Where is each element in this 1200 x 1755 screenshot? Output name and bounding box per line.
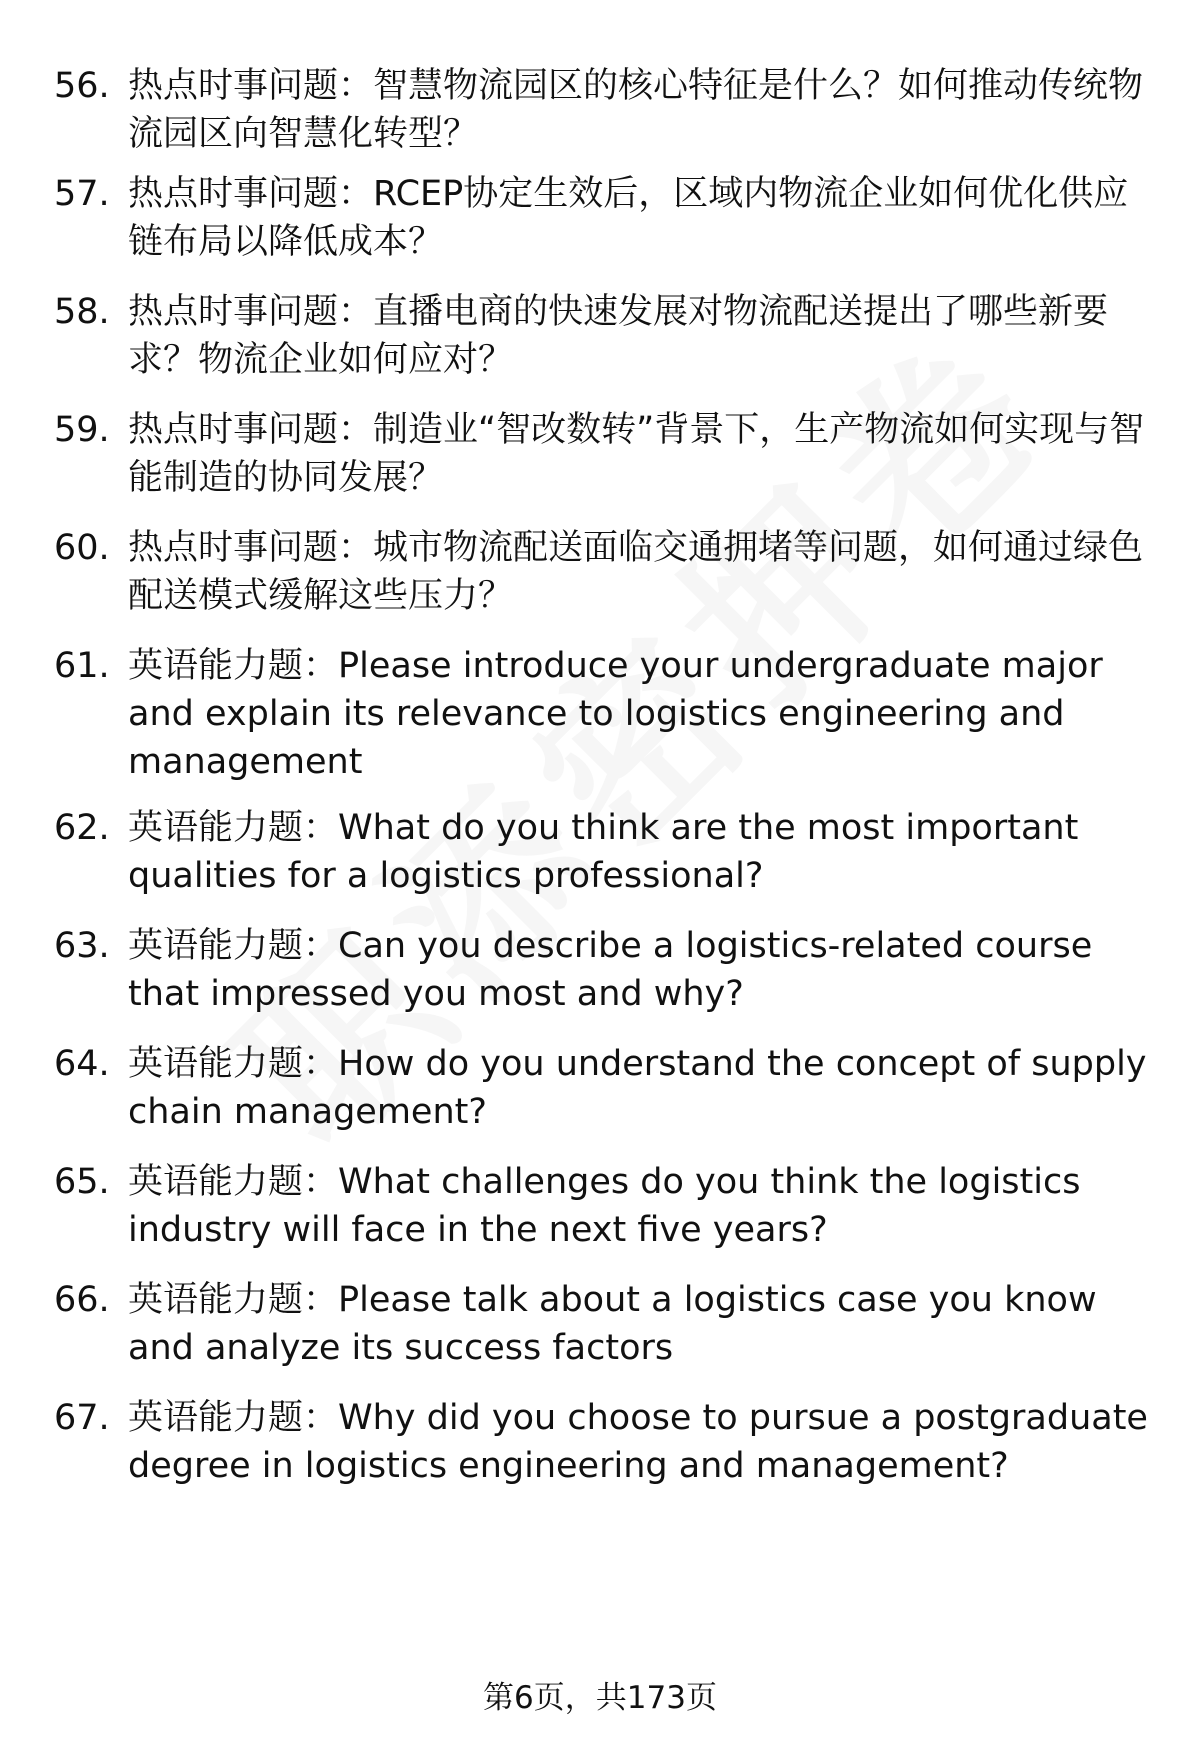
question-category: 热点时事问题：	[128, 174, 374, 214]
question-text-block	[128, 288, 1158, 384]
question-text: RCEP协定生效后，区域内物流企业如何优化供应链布局以降低成本？	[128, 174, 1129, 262]
question-text-block	[128, 922, 1158, 1018]
question-category: 英语能力题：	[128, 646, 339, 686]
question-category: 热点时事问题：	[128, 66, 374, 106]
question-number: 59.	[54, 410, 110, 450]
question-text: What challenges do you think the logistics industry will face in the next five years?	[128, 1162, 1081, 1250]
question-text-block	[128, 642, 1158, 786]
question-text: Please talk about a logistics case you know and analyze its success factors	[128, 1280, 1097, 1368]
question-text: Please introduce your undergraduate major and explain its relevance to logistics engineering and management	[128, 646, 1103, 782]
question-category: 热点时事问题：	[128, 528, 374, 568]
question-text: How do you understand the concept of supply chain management?	[128, 1044, 1147, 1132]
question-text: 智慧物流园区的核心特征是什么？如何推动传统物流园区向智慧化转型？	[128, 66, 1144, 154]
question-text: Why did you choose to pursue a postgraduate degree in logistics engineering and management?	[128, 1398, 1148, 1486]
question-number: 61.	[54, 646, 110, 686]
question-number: 64.	[54, 1044, 110, 1084]
question-number: 60.	[54, 528, 110, 568]
question-number: 58.	[54, 292, 110, 332]
question-number: 57.	[54, 174, 110, 214]
question-category: 英语能力题：	[128, 1044, 339, 1084]
page-number-footer: 第6页，共173页	[483, 1680, 717, 1716]
question-text-block	[128, 1158, 1158, 1254]
question-number: 66.	[54, 1280, 110, 1320]
question-text-block	[128, 1394, 1158, 1490]
question-text: 直播电商的快速发展对物流配送提出了哪些新要求？物流企业如何应对？	[128, 292, 1109, 380]
question-category: 英语能力题：	[128, 1162, 339, 1202]
question-category: 热点时事问题：	[128, 410, 374, 450]
question-category: 英语能力题：	[128, 808, 339, 848]
question-text: What do you think are the most important qualities for a logistics professional?	[128, 808, 1079, 896]
question-number: 56.	[54, 66, 110, 106]
question-text-block	[128, 1276, 1158, 1372]
question-category: 热点时事问题：	[128, 292, 374, 332]
question-text-block	[128, 406, 1158, 502]
question-category: 英语能力题：	[128, 1398, 339, 1438]
question-text: 制造业“智改数转”背景下，生产物流如何实现与智能制造的协同发展？	[128, 410, 1145, 498]
question-number: 62.	[54, 808, 110, 848]
question-text-block	[128, 804, 1158, 900]
question-number: 63.	[54, 926, 110, 966]
question-text-block	[128, 524, 1158, 620]
question-category: 英语能力题：	[128, 926, 339, 966]
question-text-block	[128, 1040, 1158, 1136]
question-category: 英语能力题：	[128, 1280, 339, 1320]
question-text: 城市物流配送面临交通拥堵等问题，如何通过绿色配送模式缓解这些压力？	[128, 528, 1144, 616]
question-text-block	[128, 62, 1158, 158]
question-text: Can you describe a logistics-related course that impressed you most and why?	[128, 926, 1093, 1014]
question-text-block	[128, 170, 1158, 266]
question-number: 67.	[54, 1398, 110, 1438]
question-number: 65.	[54, 1162, 110, 1202]
